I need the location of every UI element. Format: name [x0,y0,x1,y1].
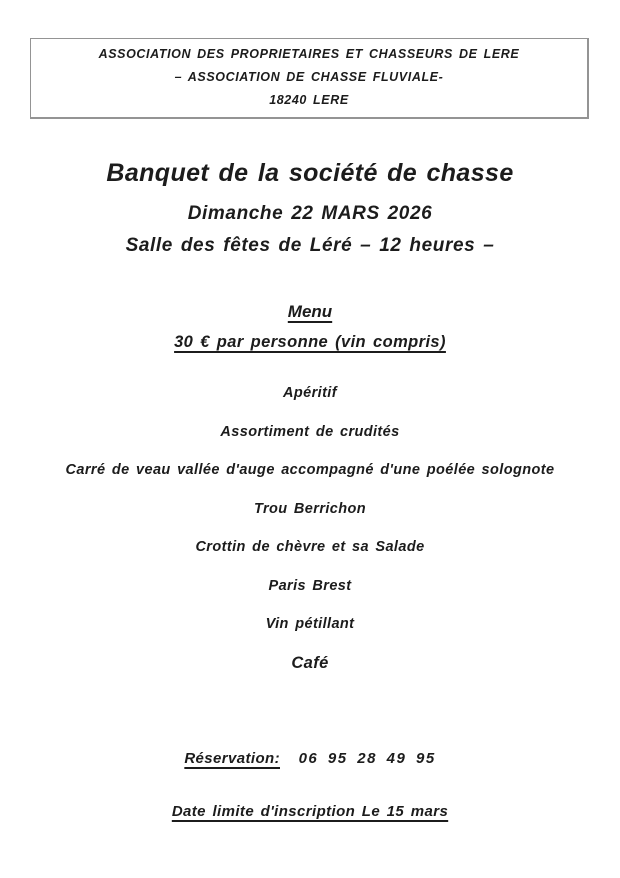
event-date: Dimanche 22 MARS 2026 [187,203,433,224]
menu-item-list [0,383,620,674]
menu-item-aperitif: Apéritif [283,385,337,401]
page-title: Banquet de la société de chasse [106,159,514,187]
menu-item-crudites: Assortiment de crudités [220,423,400,440]
deadline-line [0,801,620,823]
reservation-phone: 06 95 28 49 95 [298,749,436,767]
association-name: ASSOCIATION DES PROPRIETAIRES ET CHASSEURS DE LERE [98,47,520,61]
association-subtitle: – ASSOCIATION DE CHASSE FLUVIALE- [174,70,444,84]
menu-item-fromage: Crottin de chèvre et sa Salade [195,539,425,555]
association-address: 18240 LERE [269,93,349,107]
reservation-label: Réservation: [184,749,280,767]
deadline-text: Date limite d'inscription Le 15 mars [171,802,449,820]
menu-price-text: 30 € par personne (vin compris) [174,333,446,351]
menu-item-plat-principal: Carré de veau vallée d'auge accompagné d'une poélée solognote [65,462,555,478]
menu-item-cafe: Café [291,653,329,672]
menu-item-trou-berrichon: Trou Berrichon [253,500,367,517]
reservation-line [0,748,620,770]
menu-item-dessert: Paris Brest [268,577,352,594]
menu-heading [0,300,620,324]
event-venue: Salle des fêtes de Léré – 12 heures – [125,235,495,256]
association-header-box [30,38,589,119]
menu-price [0,330,620,354]
menu-heading-text: Menu [287,302,333,321]
menu-item-vin-petillant: Vin pétillant [265,616,355,632]
